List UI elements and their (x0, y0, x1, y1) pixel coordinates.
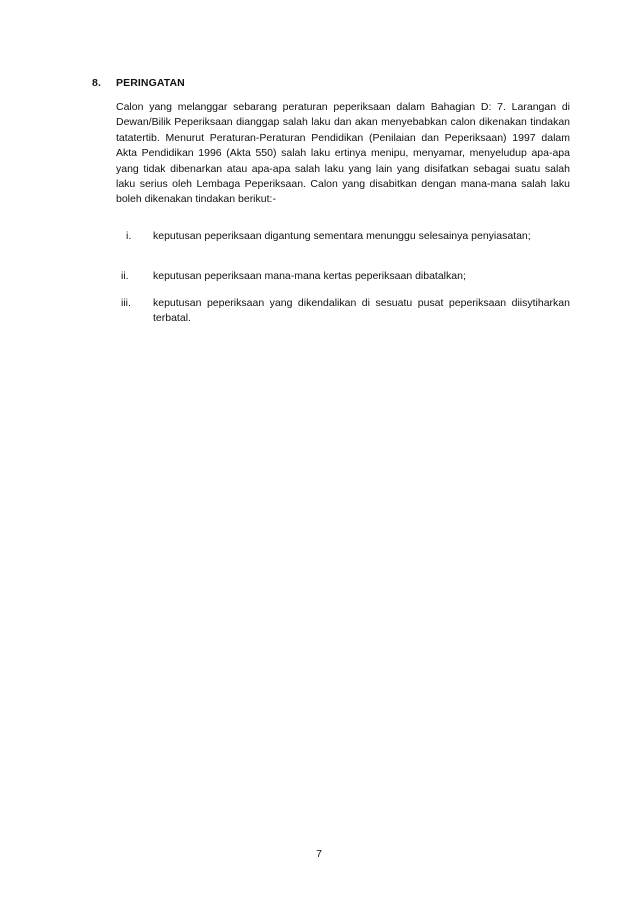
list-item (121, 229, 570, 244)
list-item (121, 269, 570, 284)
list-item-marker: i. (126, 230, 132, 242)
list-item-text: keputusan peperiksaan digantung sementara menunggu selesainya penyiasatan; (153, 230, 531, 242)
section-heading (92, 77, 185, 89)
warning-paragraph: Calon yang melanggar sebarang peraturan peperiksaan dalam Bahagian D: 7. Larangan di Dewan/Bilik Peperiksaan dianggap salah laku dan akan menyebabkan calon dikenakan tindakan tatatertib. Menurut Peraturan-Peraturan Pendidikan (Penilaian dan Peperiksaan) 1997 dalam Akta Pendidikan 1996 (Akta 550) salah laku ertinya menipu, menyamar, menyeludup apa-apa yang tidak dibenarkan atau apa-apa salah laku yang lain yang disifatkan sebagai suatu salah laku serius oleh Lembaga Peperiksaan. Calon yang disabitkan dengan mana-mana salah laku boleh dikenakan tindakan berikut:- (116, 101, 570, 206)
list-item-marker: iii. (121, 297, 131, 309)
list-item (121, 296, 570, 327)
section-title: PERINGATAN (116, 77, 185, 89)
list-item-marker: ii. (121, 270, 129, 282)
list-item-text: keputusan peperiksaan yang dikendalikan di sesuatu pusat peperiksaan diisytiharkan terbatal. (153, 297, 570, 325)
section-number: 8. (92, 77, 101, 89)
list-item-text: keputusan peperiksaan mana-mana kertas peperiksaan dibatalkan; (153, 270, 466, 282)
page-number: 7 (316, 848, 322, 860)
